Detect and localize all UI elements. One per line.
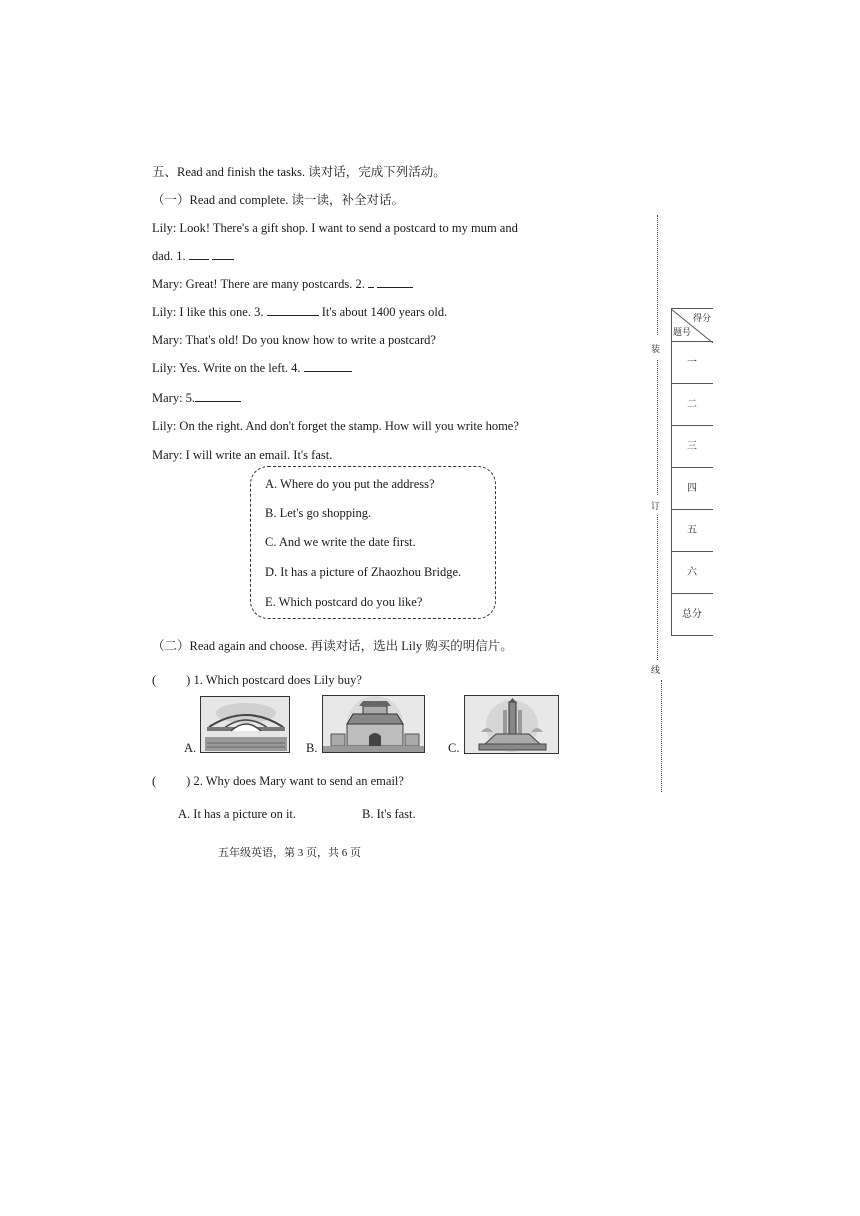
binding-dots-bottom	[661, 680, 662, 792]
header-num-label: 题号	[673, 327, 692, 337]
score-table-left-border	[671, 308, 672, 636]
blank-1a[interactable]	[189, 248, 209, 260]
part1-title: （一）Read and complete. 读一读，补全对话。	[152, 193, 405, 207]
choice-a-label: A.	[184, 741, 197, 755]
score-row-6: 六	[671, 552, 713, 594]
options-box	[250, 466, 496, 619]
binding-mark-1: 装	[651, 344, 661, 354]
option-b: B. Let's go shopping.	[265, 506, 372, 520]
score-row-5: 五	[671, 510, 713, 552]
binding-mark-3: 线	[651, 665, 661, 675]
postcard-monument-image[interactable]	[464, 695, 559, 754]
dialogue-line-8: Lily: On the right. And don't forget the stamp. How will you write home?	[152, 419, 519, 433]
dialogue-line-4: Lily: I like this one. 3. It's about 1400 years old.	[152, 305, 448, 319]
blank-2b[interactable]	[377, 276, 413, 288]
option-d: D. It has a picture of Zhaozhou Bridge.	[265, 565, 462, 579]
choice-b-label: B.	[306, 741, 318, 755]
dialogue-line-7: Mary: 5.	[152, 390, 241, 406]
option-a: A. Where do you put the address?	[265, 477, 435, 491]
blank-2a[interactable]	[368, 276, 374, 288]
postcard-gate-tower-image[interactable]	[322, 695, 425, 753]
score-row-4: 四	[671, 468, 713, 510]
question-2: ( ) 2. Why does Mary want to send an email?	[152, 774, 404, 788]
dialogue-line-6: Lily: Yes. Write on the left. 4.	[152, 360, 352, 376]
blank-1b[interactable]	[212, 248, 234, 260]
score-row-2: 二	[671, 384, 713, 426]
binding-dots-mid	[657, 360, 658, 495]
option-c: C. And we write the date first.	[265, 535, 416, 549]
question-1: ( ) 1. Which postcard does Lily buy?	[152, 673, 362, 687]
blank-5[interactable]	[195, 390, 241, 402]
score-row-total: 总分	[671, 594, 713, 636]
blank-4[interactable]	[304, 360, 352, 372]
score-row-3: 三	[671, 426, 713, 468]
dialogue-line-2: dad. 1.	[152, 248, 234, 264]
binding-dots-lower	[657, 515, 658, 660]
binding-dots-top	[657, 215, 658, 335]
part2-title: （二）Read again and choose. 再读对话，选出 Lily 购买的明信片。	[152, 639, 513, 653]
dialogue-line-3: Mary: Great! There are many postcards. 2.	[152, 276, 413, 292]
header-score-label: 得分	[692, 313, 711, 323]
q2-choice-b: B. It's fast.	[362, 807, 416, 821]
q2-choice-a: A. It has a picture on it.	[178, 807, 297, 821]
option-e: E. Which postcard do you like?	[265, 595, 423, 609]
page-footer: 五年级英语，第 3 页，共 6 页	[218, 847, 361, 859]
dialogue-line-9: Mary: I will write an email. It's fast.	[152, 448, 333, 462]
postcard-bridge-image[interactable]	[200, 696, 290, 753]
score-row-1: 一	[671, 342, 713, 384]
blank-3[interactable]	[267, 304, 319, 316]
dialogue-line-1: Lily: Look! There's a gift shop. I want to send a postcard to my mum and	[152, 221, 518, 235]
binding-mark-2: 订	[651, 501, 661, 511]
choice-c-label: C.	[448, 741, 460, 755]
section-heading: 五、Read and finish the tasks. 读对话，完成下列活动。	[152, 165, 446, 179]
score-table-header	[671, 308, 713, 342]
dialogue-line-5: Mary: That's old! Do you know how to write a postcard?	[152, 333, 436, 347]
